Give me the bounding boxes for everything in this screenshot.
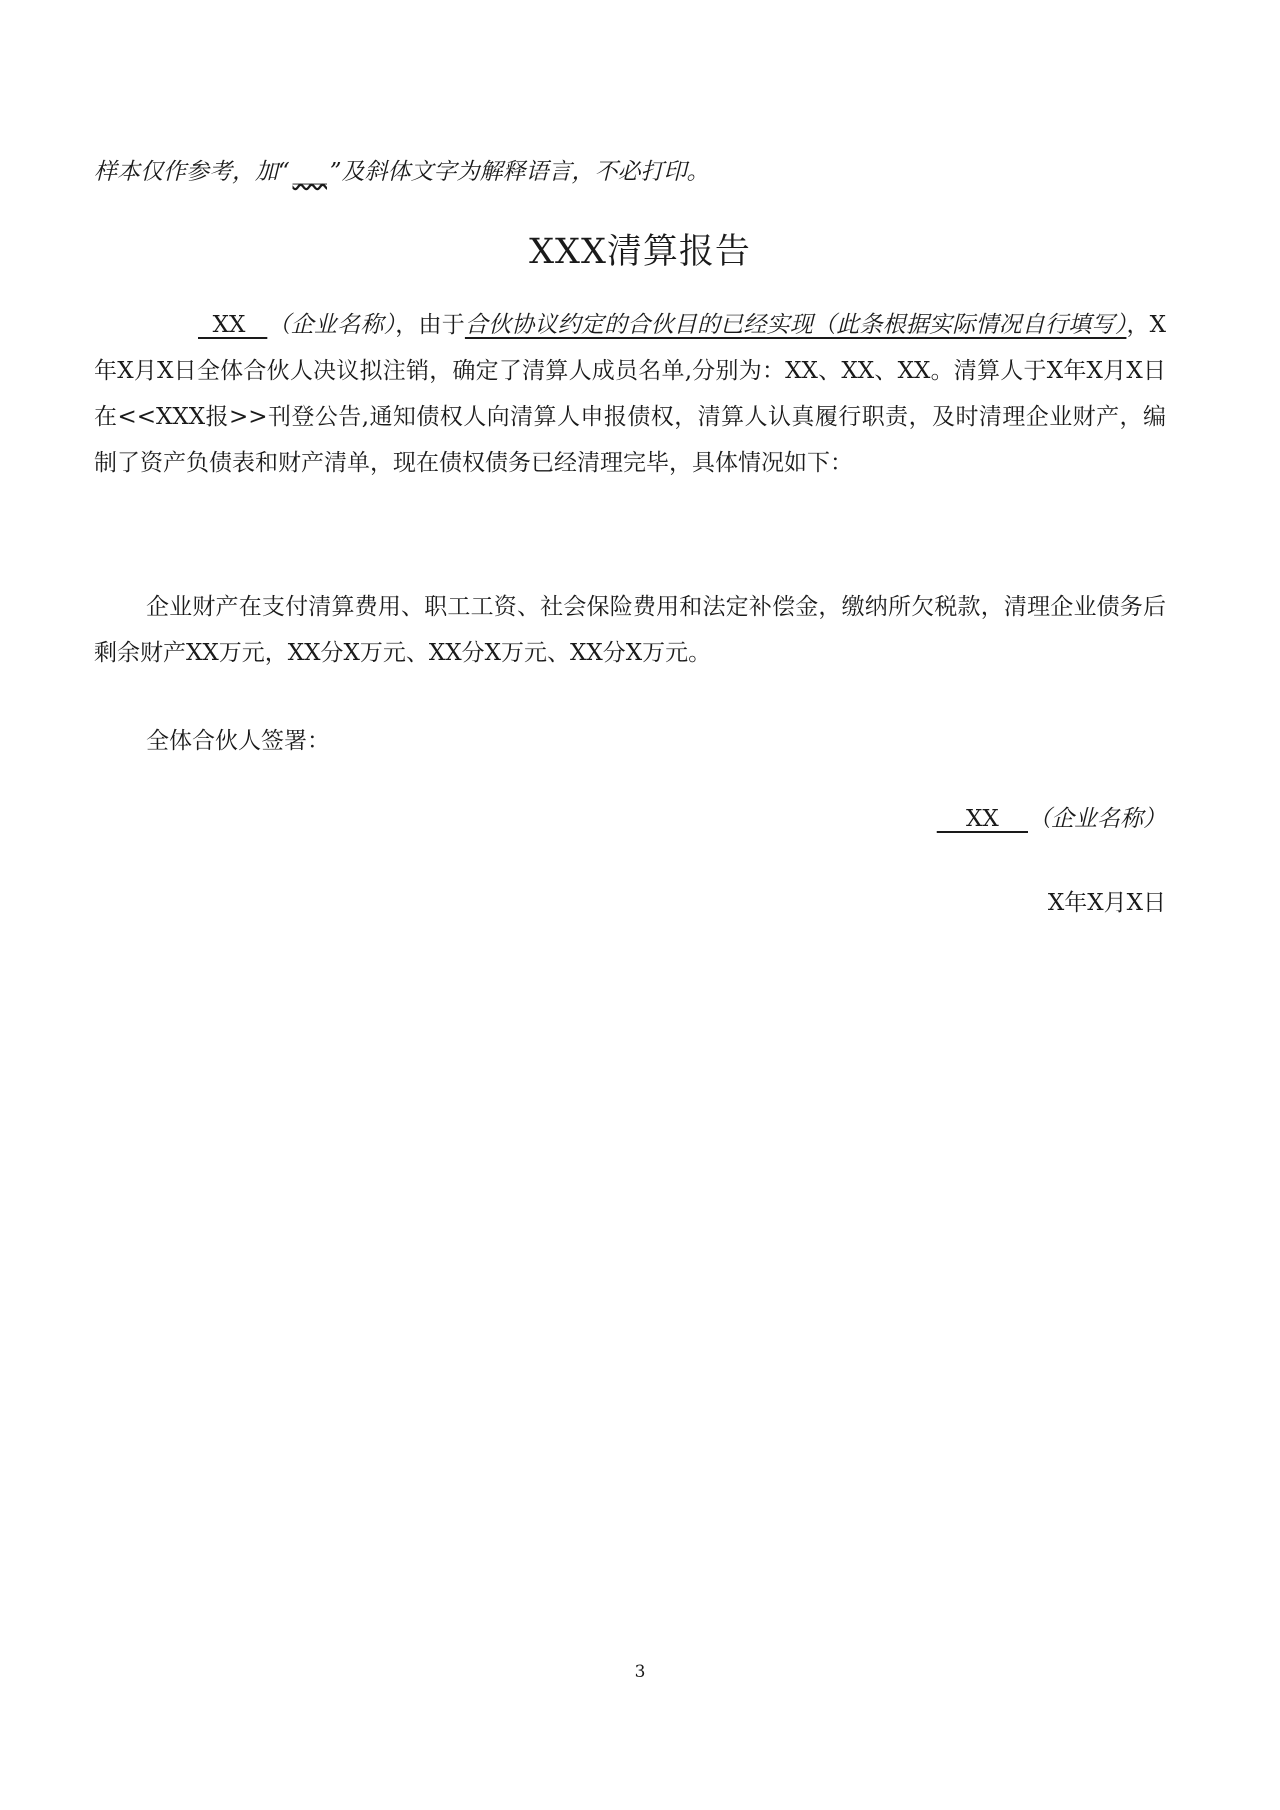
page-number: 3: [634, 1662, 646, 1682]
note-text-before: 样本仅作参考，加“: [94, 159, 290, 185]
company-name-hint: （企业名称）: [267, 312, 396, 338]
paragraph-intro: [94, 302, 1166, 486]
signature-line: [937, 796, 1166, 842]
document-title: XXX清算报告: [529, 232, 751, 272]
signature-company-blank: XX: [936, 806, 1028, 832]
note-text-after: ”及斜体文字为解释语言，不必打印。: [329, 159, 710, 185]
paragraph-assets: 企业财产在支付清算费用、职工工资、社会保险费用和法定补偿金，缴纳所欠税款，清理企业债务后剩余财产XX万元，XX分X万元、XX分X万元、XX分X万元。: [94, 594, 1166, 666]
signature-company-hint: （企业名称）: [1028, 806, 1166, 832]
sample-note: [94, 152, 1194, 192]
reason-hint: 合伙协议约定的合伙目的已经实现（此条根据实际情况自行填写）: [464, 312, 1127, 338]
intro-mid-text: ，由于: [395, 312, 465, 338]
intro-rest-text: ，X年X月X日全体合伙人决议拟注销，确定了清算人成员名单,分别为：XX、XX、XX。清算人于X年X月X日在<<XXX报>>刊登公告,通知债权人向清算人申报债权，清算人认真履行职责，及时清理企业财产，编制了资产负债表和财产清单，现在债权债务已经清理完毕，具体情况如下：: [94, 312, 1167, 476]
paragraph-signatories: 全体合伙人签署：: [146, 728, 330, 754]
report-date: X年X月X日: [1047, 890, 1166, 916]
note-wavy-blank: ___: [292, 159, 328, 185]
company-name-blank: XX: [198, 312, 268, 338]
